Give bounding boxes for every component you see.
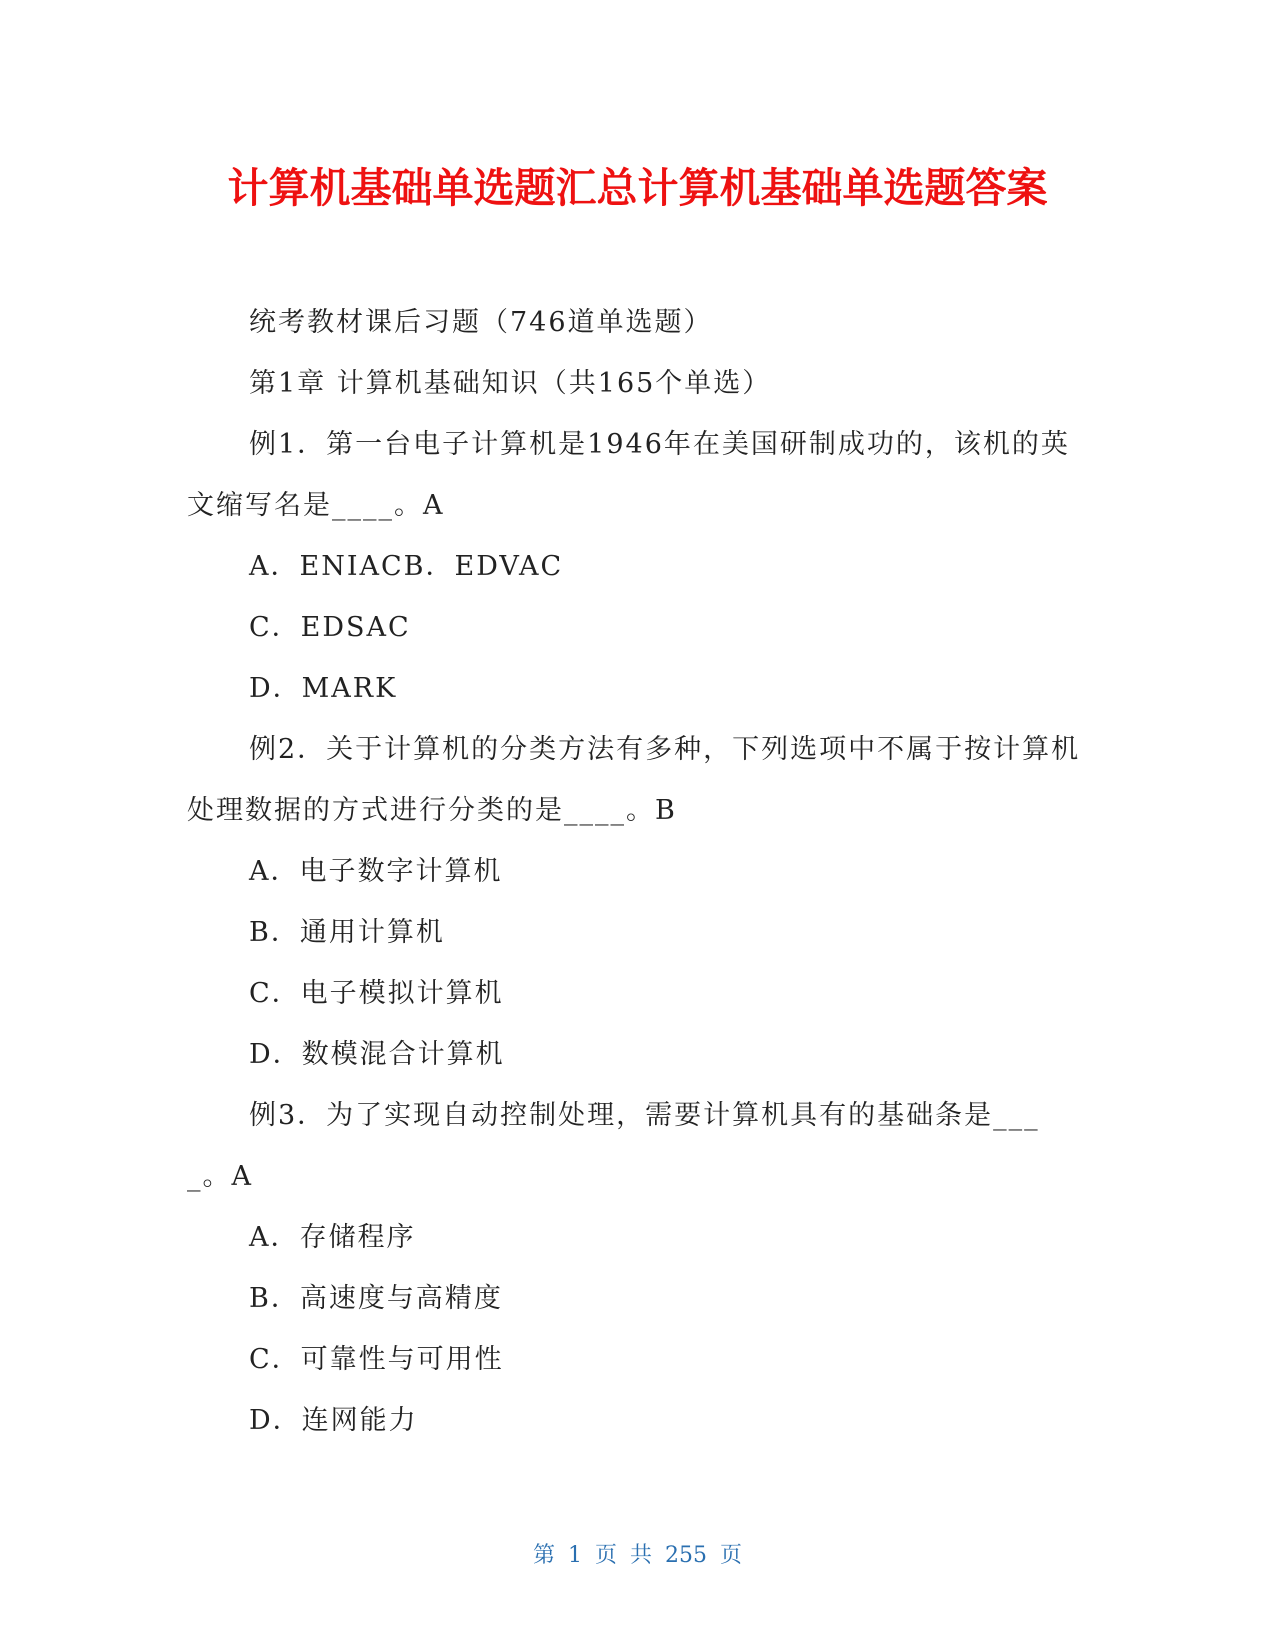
page-number-footer: 第 1 页 共 255 页 [533,1543,742,1568]
question-1-option-c: C．EDSAC [249,612,411,643]
question-3-option-d: D．连网能力 [249,1405,418,1436]
question-2-option-a: A．电子数字计算机 [249,856,503,887]
chapter-heading: 第1章 计算机基础知识（共165个单选） [249,368,772,399]
question-3-option-c: C．可靠性与可用性 [249,1344,504,1375]
document-body [187,292,1082,1451]
question-1-option-ab: A．ENIACB．EDVAC [249,551,564,582]
question-3: 例3．为了实现自动控制处理，需要计算机具有的基础条是____。A [187,1100,1040,1192]
intro-line: 统考教材课后习题（746道单选题） [249,307,713,338]
question-1-option-d: D．MARK [249,673,398,704]
question-2-option-c: C．电子模拟计算机 [249,978,504,1009]
question-3-option-b: B．高速度与高精度 [249,1283,503,1314]
question-2-option-b: B．通用计算机 [249,917,445,948]
question-3-option-a: A．存储程序 [249,1222,416,1253]
document-title: 计算机基础单选题汇总计算机基础单选题答案 [227,164,1048,212]
question-2: 例2．关于计算机的分类方法有多种，下列选项中不属于按计算机处理数据的方式进行分类的是____。B [187,734,1081,826]
question-1: 例1．第一台电子计算机是1946年在美国研制成功的，该机的英文缩写名是____。A [187,429,1070,521]
question-2-option-d: D．数模混合计算机 [249,1039,505,1070]
